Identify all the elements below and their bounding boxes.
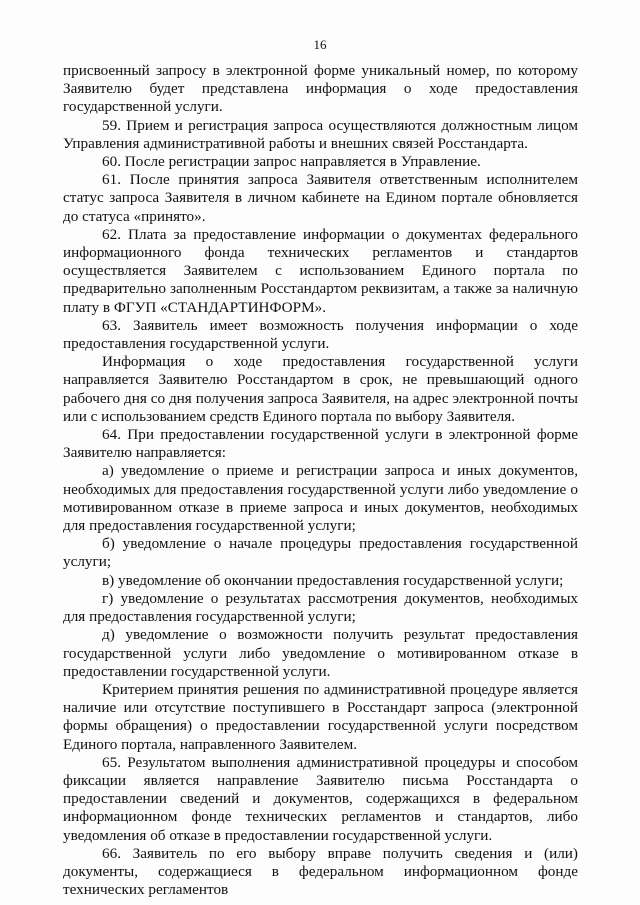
- paragraph-61: 61. После принятия запроса Заявителя ответственным исполнителем статус запроса Заявителя в личном кабинете на Едином портале обновляется до статуса «принято».: [63, 171, 578, 225]
- paragraph-65: 65. Результатом выполнения административной процедуры и способом фиксации является направление Заявителю письма Росстандарта о предоставлении сведений и документов, содержащихся в федеральном информационном фонде технических регламентов и стандартов, либо уведомления об отказе в предоставлении государственной услуги.: [63, 753, 578, 844]
- paragraph-66: 66. Заявитель по его выбору вправе получить сведения и (или) документы, содержащиеся в федеральном информационном фонде технических регламентов: [63, 844, 578, 899]
- paragraph-59: 59. Прием и регистрация запроса осуществляются должностным лицом Управления административной работы и внешних связей Росстандарта.: [63, 116, 578, 152]
- paragraph-62: 62. Плата за предоставление информации о документах федерального информационного фонда технических регламентов и стандартов осуществляется Заявителем с использованием Единого портала по предварительно заполненным Росстандартом реквизитам, а также за наличную плату в ФГУП «СТАНДАРТИНФОРМ».: [63, 225, 578, 316]
- paragraph-63-info: Информация о ходе предоставления государственной услуги направляется Заявителю Росстандартом в срок, не превышающий одного рабочего дня со дня получения запроса Заявителя, на адрес электронной почты или с использованием средств Единого портала по выбору Заявителя.: [63, 353, 578, 425]
- paragraph-criterion: Критерием принятия решения по административной процедуре является наличие или отсутствие поступившего в Росстандарт запроса (электронной формы обращения) о предоставлении государственной услуги посредством Единого портала, направленного Заявителем.: [63, 680, 578, 753]
- paragraph-continuation: присвоенный запросу в электронной форме уникальный номер, по которому Заявителю будет представлена информация о ходе предоставления государственной услуги.: [63, 62, 578, 116]
- list-item-g: г) уведомление о результатах рассмотрения документов, необходимых для предоставления государственной услуги;: [63, 589, 578, 626]
- list-item-v: в) уведомление об окончании предоставления государственной услуги;: [102, 571, 564, 589]
- paragraph-64: 64. При предоставлении государственной услуги в электронной форме Заявителю направляется:: [63, 426, 578, 462]
- list-item-b: б) уведомление о начале процедуры предоставления государственной услуги;: [63, 535, 578, 571]
- paragraph-63: 63. Заявитель имеет возможность получения информации о ходе предоставления государственной услуги.: [63, 316, 578, 353]
- document-body: [63, 62, 578, 899]
- paragraph-60: 60. После регистрации запрос направляется в Управление.: [102, 153, 481, 171]
- list-item-d: д) уведомление о возможности получить результат предоставления государственной услуги либо уведомление о мотивированном отказе в предоставлении государственной услуги.: [63, 626, 578, 680]
- page-number: 16: [313, 37, 327, 52]
- list-item-a: а) уведомление о приеме и регистрации запроса и иных документов, необходимых для предоставления государственной услуги либо уведомление о мотивированном отказе в приеме запроса и иных документов, необходимых для предоставления государственной услуги;: [63, 462, 578, 535]
